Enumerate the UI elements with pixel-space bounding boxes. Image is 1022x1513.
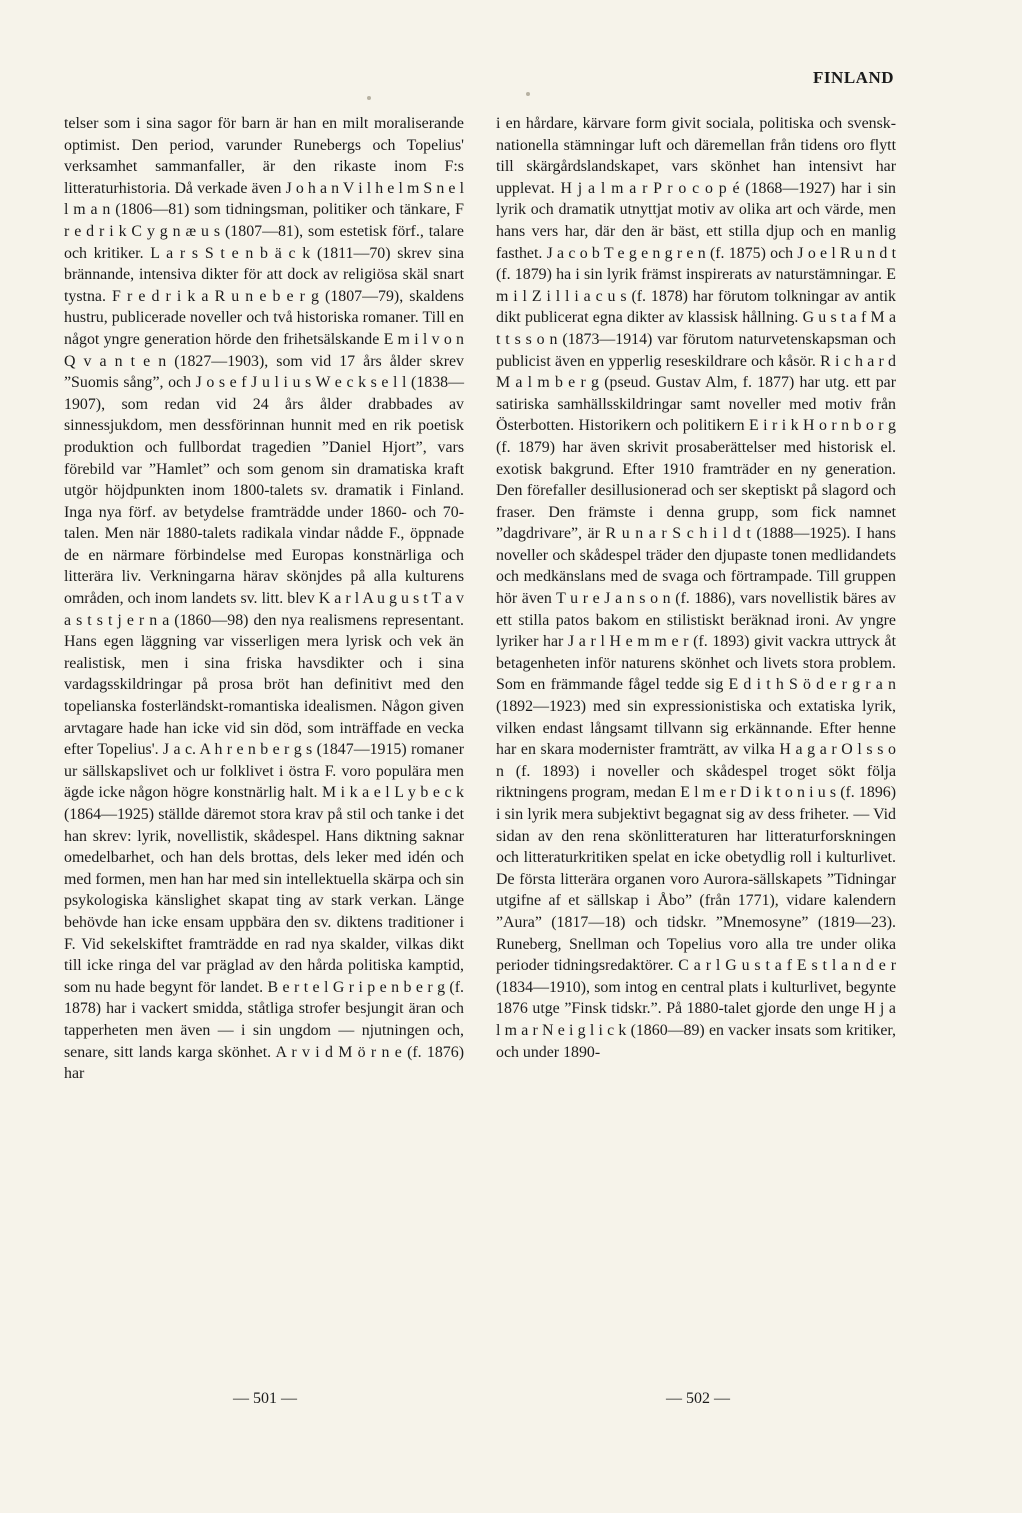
speck-mark	[526, 92, 530, 96]
left-column-text: telser som i sina sagor för barn är han en milt moraliserande optimist. Den period, varunder Runebergs och Topelius' verksamhet sammanfaller, är den rikaste inom F:s litteraturhistoria. Då verkade även J o h a n V i l h e l m S n e l l m a n (1806—81) som tidningsman, politiker och tänkare, F r e d r i k C y g n æ u s (1807—81), som estetisk förf., talare och kritiker. L a r s S t e n b ä c k (1811—70) skrev sina brännande, intensiva dikter för att dock av religiösa skäl snart tystna. F r e d r i k a R u n e b e r g (1807—79), skaldens hustru, publicerade noveller och två historiska romaner. Till en något yngre generation hörde den frihetsälskande E m i l v o n Q v a n t e n (1827—1903), som vid 17 års ålder skrev ”Suomis sång”, och J o s e f J u l i u s W e c k s e l l (1838—1907), som redan vid 24 års ålder drabbades av sinnessjukdom, men dessförinnan hunnit med en rik poetisk produktion och fullbordat tragedien ”Daniel Hjort”, vars förebild var ”Hamlet” och som genom sin dramatiska kraft utgör höjdpunkten inom 1800-talets sv. dramatik i Finland. Inga nya förf. av betydelse framträdde under 1860- och 70-talen. Men när 1880-talets radikala vindar nådde F., öppnade de en närmare förbindelse med Europas konstnärliga och litterära liv. Verkningarna härav skönjdes på alla kulturens områden, och inom landets sv. litt. blev K a r l A u g u s t T a v a s t s t j e r n a (1860—98) den nya realismens representant. Hans egen läggning var visserligen mera lyrisk och vek än realistisk, men i sina friska havsdikter och i sina vardagsskildringar på prosa bröt han definitivt med den topelianska fosterländskt-romantiska idealismen. Någon given arvtagare hade han icke vid sin död, som inträffade en vecka efter Topelius'. J a c. A h r e n b e r g s (1847—1915) romaner ur sällskapslivet och ur folklivet i östra F. voro populära men ägde icke någon högre konstnärlig halt. M i k a e l L y b e c k (1864—1925) ställde däremot stora krav på stil och tanke i det han skrev: lyrik, novellistik, skådespel. Hans diktning saknar omedelbarhet, och han dels brottas, dels leker med idén och med formen, men han har med sin intellektuella skärpa och sin psykologiska känslighet skapat ting av stark verkan. Länge behövde han icke ensam uppbära den sv. diktens traditioner i F. Vid sekelskiftet framträdde en rad nya skalder, vilkas dikt till icke ringa del var präglad av den hårda politiska kamptid, som nu hade begynt för landet. B e r t e l G r i p e n b e r g (f. 1878) har i vackert smidda, ståtliga strofer besjungit äran och tapperheten men även — i sin ungdom — njutningen och, senare, sitt lands karga skönhet. A r v i d M ö r n e (f. 1876) har	[64, 115, 464, 1083]
right-column-text: i en hårdare, kärvare form givit sociala, politiska och svensk-nationella stämningar luft och däremellan från tidens oro flytt till skärgårdslandskapet, vars skönhet han intensivt har upplevat. H j a l m a r P r o c o p é (1868—1927) har i sin lyrik och dramatik utnyttjat motiv av olika art och värde, men hans vers har, där den är bäst, ett stilla djup och en manlig fasthet. J a c o b T e g e n g r e n (f. 1875) och J o e l R u n d t (f. 1879) ha i sin lyrik främst inspirerats av naturstämningar. E m i l Z i l l i a c u s (f. 1878) har förutom tolkningar av antik dikt publicerat egna dikter av klassisk hållning. G u s t a f M a t t s s o n (1873—1914) var förutom naturvetenskapsman och publicist även en ypperlig reseskildrare och kåsör. R i c h a r d M a l m b e r g (pseud. Gustav Alm, f. 1877) har utg. ett par satiriska samhällsskildringar samt noveller med motiv från Österbotten. Historikern och politikern E i r i k H o r n b o r g (f. 1879) har även skrivit prosaberättelser med historisk el. exotisk bakgrund. Efter 1910 framträder en ny generation. Den förefaller desillusionerad och ser skeptiskt på slagord och fraser. Den främste i denna grupp, som fick namnet ”dagdrivare”, är R u n a r S c h i l d t (1888—1925). I hans noveller och skådespel träder den djupaste tonen medlidandets och medkänslans med de svaga och förtrampade. Till gruppen hör även T u r e J a n s o n (f. 1886), vars novellistik bäres av ett stilla patos bakom en stilistiskt beräknad ironi. Av yngre lyriker har J a r l H e m m e r (f. 1893) givit vackra uttryck åt betagenheten inför naturens skönhet och livets stora problem. Som en främmande fågel tedde sig E d i t h S ö d e r g r a n (1892—1923) med sin expressionistiska och extatiska lyrik, vilken endast långsamt tillvann sig erkännande. Efter henne har en skara modernister framträtt, av vilka H a g a r O l s s o n (f. 1893) i noveller och skådespel troget sökt följa riktningens program, medan E l m e r D i k t o n i u s (f. 1896) i sin lyrik mera subjektivt begagnat sig av dess friheter. — Vid sidan av den rena skönlitteraturen har litteraturforskningen och litteraturkritiken spelat en icke obetydlig roll i kulturlivet. De första litterära organen voro Aurora-sällskapets ”Tidningar utgifne af et sällskap i Åbo” (från 1771), vidare kalendern ”Aura” (1817—18) och tidskr. ”Mnemosyne” (1819—23). Runeberg, Snellman och Topelius voro alla tre under olika perioder tidningsredaktörer. C a r l G u s t a f E s t l a n d e r (1834—1910), som intog en central plats i kulturlivet, begynte 1876 utge ”Finsk tidskr.”. På 1880-talet gjorde den unge H j a l m a r N e i g l i c k (1860—89) en vacker insats som kritiker, och under 1890-	[496, 115, 896, 1061]
right-column	[496, 113, 896, 1063]
speck-mark	[367, 96, 371, 100]
left-page-number: — 501 —	[233, 1390, 297, 1407]
right-page-number: — 502 —	[666, 1390, 730, 1407]
left-column	[64, 113, 464, 1085]
running-header: FINLAND	[813, 68, 894, 87]
